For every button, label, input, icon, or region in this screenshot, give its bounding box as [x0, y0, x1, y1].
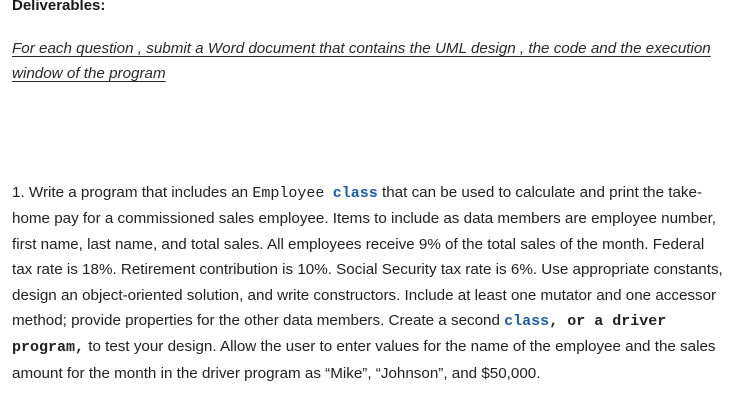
question-1 [12, 180, 724, 386]
deliverables-heading: Deliverables: [12, 0, 106, 14]
question-intro: 1. Write a program that includes an [12, 184, 253, 201]
class-keyword: class [332, 185, 378, 202]
question-body-2: to test your design. Allow the user to enter values for the name of the employee and the sales amount for the month in the driver program as “Mike”, “Johnson”, and $50,000. [12, 338, 716, 382]
question-body-1: that can be used to calculate and print the take-home pay for a commissioned sales employee. Items to include as data members are employee number, first name, last name, and total sales. All employees receive 9% of the total sales of the month. Federal tax rate is 18%. Retirement contribution is 10%. Social Security tax rate is 6%. Use appropriate constants, design an object-oriented solution, and write constructors. Include at least one mutator and one accessor method; provide properties for the other data members. Create a second [12, 184, 723, 330]
employee-class-name: Employee [252, 185, 325, 202]
deliverables-instructions: For each question , submit a Word document that contains the UML design , the code and the execution window of the program [12, 40, 711, 82]
class-keyword-2: class [504, 313, 550, 331]
driver-program-text: , or a driver program, [12, 313, 667, 357]
